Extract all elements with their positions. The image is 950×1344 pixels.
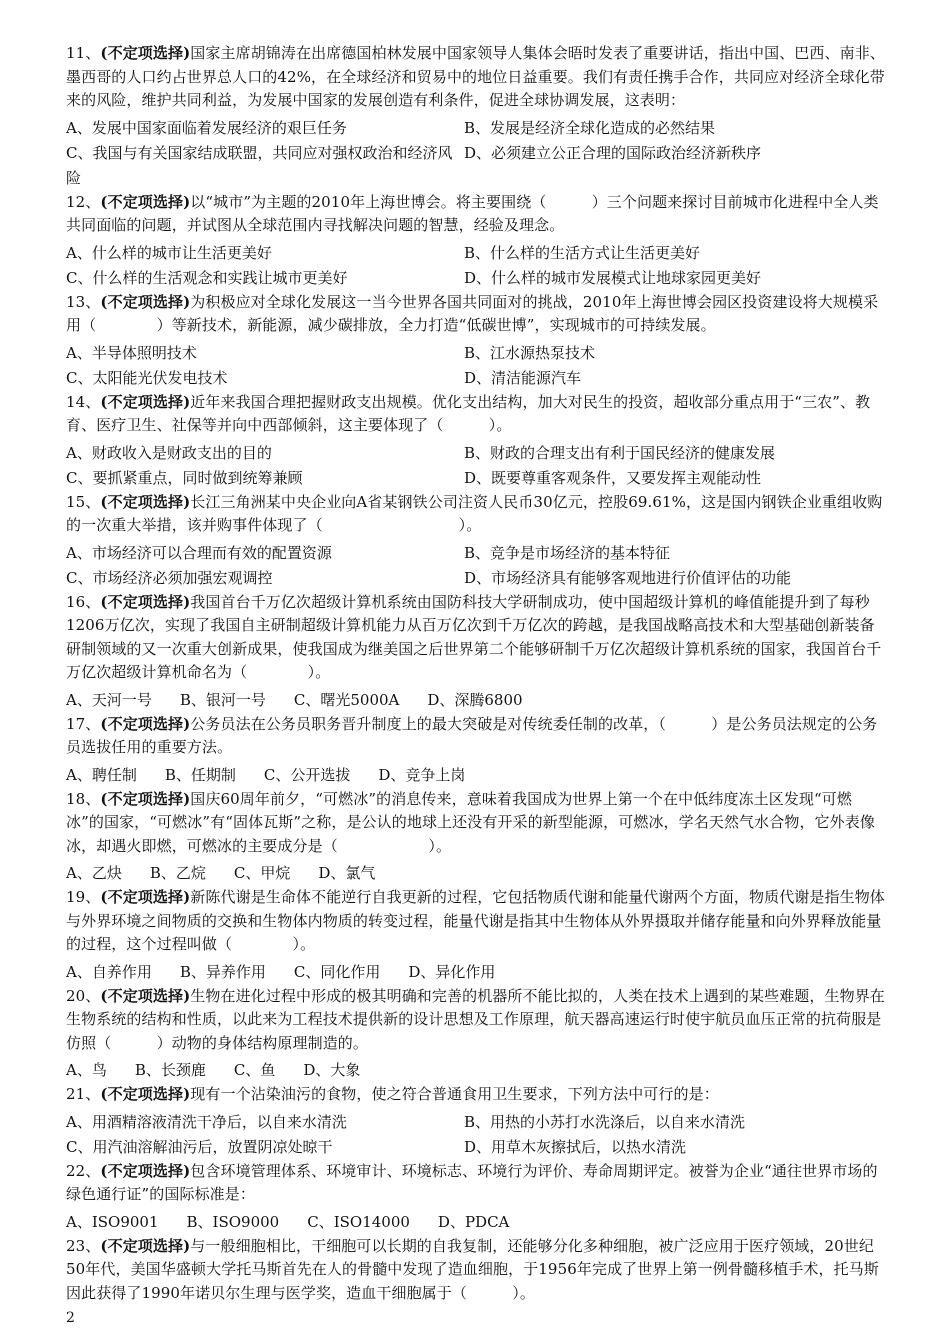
question-19 — [66, 886, 886, 985]
option-d: D、异化作用 — [408, 962, 496, 981]
option-d: D、市场经济具有能够客观地进行价值评估的功能 — [464, 568, 792, 587]
question-18 — [66, 788, 886, 887]
question-text: 公务员法在公务员职务晋升制度上的最大突破是对传统委任制的改革，（ ）是公务员法规定的公务员选拔任用的重要方法。 — [66, 714, 878, 756]
options-group — [66, 1210, 886, 1235]
option-d: D、什么样的城市发展模式让地球家园更美好 — [464, 268, 762, 287]
question-text: 与一般细胞相比，干细胞可以长期的自我复制，还能够分化多种细胞，被广泛应用于医疗领域，20世纪50年代，美国华盛顿大学托马斯首先在人的骨髓中发现了造血细胞，于1956年完成了世界上第一例骨髓移植手术，托马斯因此获得了1990年诺贝尔生理与医学奖，造血干细胞属于（ ）。 — [66, 1236, 879, 1302]
option-c: C、鱼 — [233, 1061, 276, 1079]
question-text: 生物在进化过程中形成的极其明确和完善的机器所不能比拟的，人类在技术上遇到的某些难题，生物界在生物系统的结构和性质，以此来为工程技术提供新的设计思想及工作原理，航天器高速运行时使宇航员血压正常的抗荷服是仿照（ ）动物的身体结构原理制造的。 — [66, 986, 885, 1052]
option-b: B、银河一号 — [179, 690, 266, 709]
option-d: D、用草木灰擦拭后，以热水清洗 — [464, 1137, 687, 1156]
options-group — [66, 541, 886, 591]
option-b: B、财政的合理支出有利于国民经济的健康发展 — [464, 443, 776, 462]
question-stem — [66, 42, 886, 113]
option-c: C、甲烷 — [233, 864, 291, 882]
options-group — [66, 763, 886, 788]
question-type-tag: (不定项选择) — [100, 44, 191, 62]
question-number: 20、 — [66, 986, 101, 1005]
question-stem — [66, 191, 886, 238]
question-stem — [66, 291, 886, 338]
question-number: 17、 — [66, 714, 101, 733]
question-14 — [66, 391, 886, 491]
question-20 — [66, 985, 886, 1084]
option-a: A、自养作用 — [66, 962, 152, 981]
option-c: C、我国与有关国家结成联盟，共同应对强权政治和经济风险 — [66, 143, 453, 187]
option-b: B、竞争是市场经济的基本特征 — [464, 543, 671, 562]
option-c: C、要抓紧重点，同时做到统筹兼顾 — [66, 468, 303, 487]
option-b: B、ISO9000 — [186, 1212, 280, 1231]
option-a: A、天河一号 — [66, 690, 152, 709]
option-b: B、乙烷 — [149, 864, 206, 882]
question-number: 13、 — [66, 292, 101, 311]
options-group — [66, 341, 886, 391]
option-b: B、异养作用 — [179, 962, 266, 981]
question-13 — [66, 291, 886, 391]
question-text: 为积极应对全球化发展这一当今世界各国共同面对的挑战，2010年上海世博会园区投资建设将大规模采用（ ）等新技术，新能源，减少碳排放，全力打造“低碳世博”，实现城市的可持续发展。 — [66, 292, 879, 334]
exam-page — [66, 42, 886, 1305]
option-a: A、半导体照明技术 — [66, 343, 197, 362]
question-number: 15、 — [66, 492, 101, 511]
option-d: D、PDCA — [437, 1212, 510, 1231]
option-a: A、ISO9001 — [66, 1212, 159, 1231]
question-12 — [66, 191, 886, 291]
option-c: C、公开选拔 — [263, 765, 351, 784]
option-a: A、鸟 — [66, 1061, 107, 1079]
question-type-tag: (不定项选择) — [100, 714, 191, 733]
question-stem — [66, 788, 886, 859]
option-c: C、同化作用 — [293, 962, 381, 981]
question-text: 包含环境管理体系、环境审计、环境标志、环境行为评价、寿命周期评定。被誉为企业“通往世界市场的绿色通行证”的国际标准是： — [66, 1161, 878, 1203]
page-number: 2 — [66, 1310, 75, 1326]
option-d: D、深腾6800 — [427, 690, 523, 709]
question-number: 16、 — [66, 592, 101, 611]
question-type-tag: (不定项选择) — [100, 888, 191, 906]
options-group — [66, 116, 886, 191]
question-type-tag: (不定项选择) — [100, 1161, 191, 1180]
question-number: 21、 — [66, 1085, 101, 1103]
question-number: 12、 — [66, 192, 101, 211]
question-type-tag: (不定项选择) — [100, 592, 191, 611]
option-c: C、什么样的生活观念和实践让城市更美好 — [66, 268, 348, 287]
question-stem — [66, 886, 886, 957]
question-stem — [66, 591, 886, 685]
question-number: 22、 — [66, 1161, 101, 1180]
options-group — [66, 1058, 886, 1083]
option-c: C、曙光5000A — [293, 690, 400, 709]
option-a: A、市场经济可以合理而有效的配置资源 — [66, 543, 332, 562]
question-stem — [66, 1083, 886, 1107]
question-stem — [66, 1160, 886, 1207]
question-type-tag: (不定项选择) — [100, 292, 191, 311]
option-b: B、发展是经济全球化造成的必然结果 — [464, 118, 716, 137]
option-d: D、既要尊重客观条件，又要发挥主观能动性 — [464, 468, 762, 487]
question-text: 近年来我国合理把握财政支出规模。优化支出结构，加大对民生的投资，超收部分重点用于“三农”、教育、医疗卫生、社保等并向中西部倾斜，这主要体现了（ ）。 — [66, 392, 871, 434]
question-number: 11、 — [66, 44, 101, 62]
option-c: C、用汽油溶解油污后，放置阴凉处晾干 — [66, 1137, 333, 1156]
question-type-tag: (不定项选择) — [100, 492, 191, 511]
question-15 — [66, 491, 886, 591]
question-21 — [66, 1083, 886, 1160]
option-c: C、太阳能光伏发电技术 — [66, 368, 228, 387]
question-number: 14、 — [66, 392, 101, 411]
question-number: 18、 — [66, 789, 101, 808]
option-a: A、发展中国家面临着发展经济的艰巨任务 — [66, 118, 347, 137]
option-b: B、江水源热泵技术 — [464, 343, 596, 362]
question-type-tag: (不定项选择) — [100, 986, 191, 1005]
question-type-tag: (不定项选择) — [100, 392, 191, 411]
options-group — [66, 861, 886, 886]
question-text: 国家主席胡锦涛在出席德国柏林发展中国家领导人集体会晤时发表了重要讲话，指出中国、巴西、南非、墨西哥的人口约占世界总人口的42%，在全球经济和贸易中的地位日益重要。我们有责任携手合作，共同应对经济全球化带来的风险，维护共同利益，为发展中国家的发展创造有利条件，促进全球协调发展，这表明： — [66, 44, 885, 109]
options-group — [66, 1110, 886, 1160]
option-b: B、任期制 — [164, 765, 236, 784]
question-stem — [66, 713, 886, 760]
option-c: C、ISO14000 — [307, 1212, 410, 1231]
options-group — [66, 960, 886, 985]
question-text: 长江三角洲某中央企业向A省某钢铁公司注资人民币30亿元，控股69.61%，这是国内钢铁企业重组收购的一次重大举措，该并购事件体现了（ ）。 — [66, 492, 883, 534]
question-stem — [66, 391, 886, 438]
question-number: 23、 — [66, 1236, 101, 1255]
option-a: A、用酒精溶液清洗干净后，以自来水清洗 — [66, 1112, 347, 1131]
question-type-tag: (不定项选择) — [100, 192, 191, 211]
option-a: A、什么样的城市让生活更美好 — [66, 243, 272, 262]
question-text: 现有一个沾染油污的食物，使之符合普通食用卫生要求，下列方法中可行的是： — [190, 1085, 719, 1103]
option-a: A、聘任制 — [66, 765, 137, 784]
question-type-tag: (不定项选择) — [100, 789, 191, 808]
option-a: A、乙炔 — [66, 864, 122, 882]
question-stem — [66, 491, 886, 538]
question-type-tag: (不定项选择) — [100, 1236, 191, 1255]
question-stem — [66, 1235, 886, 1306]
question-text: 国庆60周年前夕，“可燃冰”的消息传来，意味着我国成为世界上第一个在中低纬度冻土区发现“可燃冰”的国家，“可燃冰”有“固体瓦斯”之称，是公认的地球上还没有开采的新型能源，可燃冰，学名天然气水合物，它外表像冰，却遇火即燃，可燃冰的主要成分是（ ）。 — [66, 789, 875, 855]
option-d: D、清洁能源汽车 — [464, 368, 582, 387]
option-d: D、竞争上岗 — [378, 765, 466, 784]
option-b: B、用热的小苏打水洗涤后，以自来水清洗 — [464, 1112, 746, 1131]
question-text: 新陈代谢是生命体不能逆行自我更新的过程，它包括物质代谢和能量代谢两个方面，物质代谢是指生物体与外界环境之间物质的交换和生物体内物质的转变过程，能量代谢是指其中生物体从外界摄取并储存能量和向外界释放能量的过程，这个过程叫做（ ）。 — [66, 888, 885, 953]
option-d: D、氯气 — [318, 864, 376, 882]
question-17 — [66, 713, 886, 788]
question-23 — [66, 1235, 886, 1306]
question-type-tag: (不定项选择) — [100, 1085, 191, 1103]
question-16 — [66, 591, 886, 713]
options-group — [66, 688, 886, 713]
option-b: B、什么样的生活方式让生活更美好 — [464, 243, 701, 262]
option-b: B、长颈鹿 — [134, 1061, 206, 1079]
question-stem — [66, 985, 886, 1056]
options-group — [66, 241, 886, 291]
option-c: C、市场经济必须加强宏观调控 — [66, 568, 273, 587]
question-text: 以“城市”为主题的2010年上海世博会。将主要围绕（ ）三个问题来探讨目前城市化进程中全人类共同面临的问题，并试图从全球范围内寻找解决问题的智慧，经验及理念。 — [66, 192, 879, 234]
option-d: D、必须建立公正合理的国际政治经济新秩序 — [464, 143, 762, 162]
options-group — [66, 441, 886, 491]
option-d: D、大象 — [303, 1061, 361, 1079]
question-22 — [66, 1160, 886, 1235]
question-number: 19、 — [66, 888, 101, 906]
question-text: 我国首台千万亿次超级计算机系统由国防科技大学研制成功，使中国超级计算机的峰值能提升到了每秒1206万亿次，实现了我国自主研制超级计算机能力从百万亿次到千万亿次的跨越，是我国战略高技术和大型基础创新装备研制领域的又一次重大创新成果，使我国成为继美国之后世界第二个能够研制千万亿次超级计算机系统的国家，我国首台千万亿次超级计算机命名为（ ）。 — [66, 592, 882, 681]
question-11 — [66, 42, 886, 191]
option-a: A、财政收入是财政支出的目的 — [66, 443, 272, 462]
